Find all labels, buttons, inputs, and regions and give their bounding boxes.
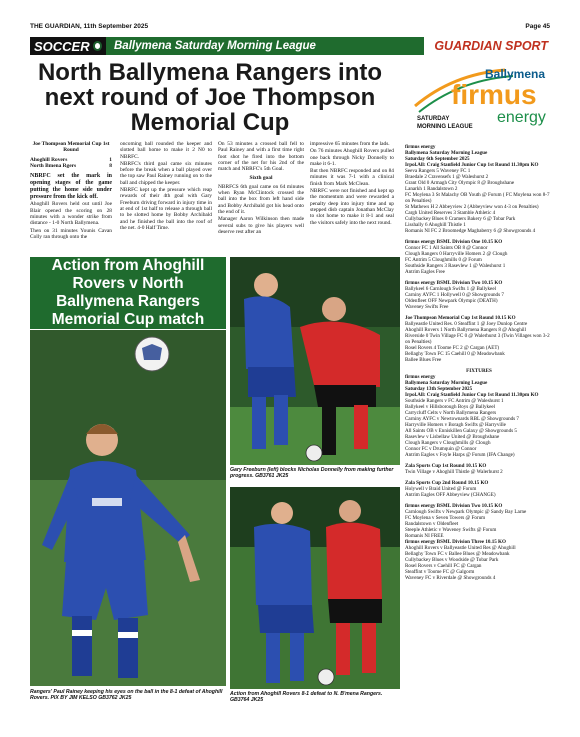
article-paragraph: Manager Aaron Wilkinson then made several subs to give his players well deserve rest after an <box>218 216 304 235</box>
results-line: Southside Rangers v FC Antrim @ Waleshurst 1 <box>405 398 504 404</box>
results-line: Steeple Athletic v Waveney Swifts @ Forum <box>405 527 497 533</box>
article-paragraph: Then on 31 minutes Younis Cavan Colly ran through onto the <box>30 227 112 240</box>
lead-paragraph: NBRFC set the mark in opening stages of the game putting the home side under pressure from the kick off. <box>30 173 112 200</box>
article-column-2 <box>120 141 212 232</box>
results-line: Harryville Homers v Boragh Swifts @ Harryville <box>405 422 506 428</box>
league-title: Ballymena Saturday Morning League <box>106 37 424 55</box>
results-line: Joe Thompson Memorial Cup 1st Round 10.15 KO <box>405 315 516 321</box>
results-line: Ahoghill Rovers v Ballyeastle United Res @ Ahoghill <box>405 545 516 551</box>
caption-top-right: Gary Freeburn (left) blocks Nicholas Donnelly from making further progress. GB3761 JK25 <box>230 467 394 480</box>
results-line: FC Moylena v Seven Towers @ Forum <box>405 515 486 521</box>
results-line: firmus energy BSML Division Two 10.15 KO <box>405 503 503 509</box>
results-line: Ballykeel v Hillsborough Boys @ Ballykeel <box>405 404 496 410</box>
results-line: Ballymena Saturday Morning League <box>405 150 488 156</box>
results-line: Grant Old 0 Armagh City Olympic 8 @ Broughshane <box>405 180 515 186</box>
results-line: Steaffint v Toome FC @ Galgorm <box>405 569 475 575</box>
feature-box: Action from Ahoghill Rovers v North Ballymena Rangers Memorial Cup match <box>30 257 226 329</box>
results-line: Cullybackey Blues 0 Cramers Bakery 6 @ Tobar Park <box>405 216 516 222</box>
action-illustration <box>230 487 400 689</box>
article-paragraph: But then NBRFC responded and on 84 minutes it was 7-1 with a clinical finish from Mark McClean. <box>310 168 394 187</box>
results-line: Irpol.All: Craig Stanfield Junior Cup 1st Round 11.30pm KO <box>405 392 539 398</box>
article-paragraph: On 76 minutes Ahoghill Rovers pulled one back through Nicky Donnelly to make it 6-1. <box>310 148 394 167</box>
results-line: Cullybackey Blues v Woodside @ Tobar Park <box>405 557 499 563</box>
guardian-sport-logo: GUARDIAN SPORT <box>424 37 550 55</box>
results-line: firmus energy BSML Division Two 10.15 KO <box>405 280 503 286</box>
results-line: Twin Village v Ahoghill Thistle @ Walerhurst 2 <box>405 469 503 475</box>
sponsor-sub: energy <box>497 109 546 126</box>
results-line: Romanis NI FC 2 Broomedge Magbaberry 6 @ Showgrounds 4 <box>405 228 536 234</box>
section-banner <box>30 37 550 55</box>
sponsor-tag2: MORNING LEAGUE <box>417 124 473 130</box>
masthead-left: THE GUARDIAN, 11th September 2025 <box>30 23 149 30</box>
sponsor-word: firmus <box>451 79 537 110</box>
results-line: Bellaghy Town FC 15 Caehill 0 @ Meadowbank <box>405 351 505 357</box>
page-number: Page 45 <box>525 23 550 30</box>
action-photo <box>230 487 400 689</box>
article-paragraph: oncoming ball rounded the keeper and slotted ball home to make it 2 N0 to NBRFC. <box>120 141 212 160</box>
article-paragraph: Ahoghill Rovers held out until Joe Blair opened the scoring on 28 minutes with a wonder strike from distance - 1-0 North Ballymena. <box>30 201 112 227</box>
results-line: firmus energy <box>405 144 436 150</box>
article-column-3 <box>218 141 304 236</box>
results-line: Ballee Blues Free <box>405 357 442 363</box>
results-line: Ballykeel 6 Carnlough Swifts 1 @ Ballykeel <box>405 286 496 292</box>
results-line: Carnlough Swifts v Newpark Olympic @ Sandy Bay Larne <box>405 509 527 515</box>
sponsor-tag1: SATURDAY <box>417 116 450 122</box>
results-line: Connor FC v Drumquin @ Connor <box>405 446 477 452</box>
results-line: Braedale 2 Cravensefs 1 @ Waleshurst 2 <box>405 174 489 180</box>
results-line: Clough Rangers 0 Harryville Homers 2 @ Clough <box>405 251 508 257</box>
results-line: FC Antrim 5 Cloughmills 0 @ Forum <box>405 257 482 263</box>
results-line: Antrim Eagles Free <box>405 269 445 275</box>
results-line: Antrim Eagles OFF Abbeyview (CHANGE) <box>405 492 496 498</box>
results-line: Carrycluff Celts v North Ballymena Rangers <box>405 410 497 416</box>
results-line: St Mathews H 2 Abbeyview 2 (Abbeyview won 4-3 on Penalties) <box>405 204 539 210</box>
results-line: firmus energy BSML Division Three 10.15 KO <box>405 539 506 545</box>
page-masthead <box>30 23 550 33</box>
firmus-sponsor-logo <box>413 66 553 132</box>
article-paragraph: NBRFC kept up the pressure which reap rewards of their 4th goal with Gary Freeburn driving forward in injury time in at end of 1st half to release a through ball to be slotted home by Bobby Archibald and he finished the ball into the roof of the net. 4-0 Half Time. <box>120 187 212 231</box>
results-line: Ballymena Saturday Morning League <box>405 380 488 386</box>
article-column-4 <box>310 141 394 227</box>
results-line: Lanarkh 1 Randalstown 2 <box>405 186 458 192</box>
article-paragraph: impressive 65 minutes from the lads. <box>310 141 390 147</box>
soccer-label <box>30 37 106 55</box>
results-line: Lisshally 6 Ahoghill Thistle 1 <box>405 222 466 228</box>
results-line: Antrim Eagles v Foyle Harps @ Forum (IFA Change) <box>405 452 515 458</box>
away-score: 8 <box>109 162 112 169</box>
match-title: Joe Thompson Memorial Cup 1st Round <box>32 141 110 154</box>
results-line: Oldenfleet OFF Newpark Olympic (DEATH) <box>405 298 498 304</box>
results-line: Randalstown v Oldenfleet <box>405 521 459 527</box>
results-line: FC Moylena 3 St Malachy OB Youth @ Forum ( FC Moylena won 8-7 on Penalties) <box>405 192 550 204</box>
player-photo-left <box>30 330 226 686</box>
results-line: Connor FC 1 All Saints OB 8 @ Connor <box>405 245 488 251</box>
results-line: Romanis NI FREE <box>405 533 444 539</box>
player-illustration <box>30 330 226 686</box>
results-line: Carniny AYFC 1 Hollywell 0 @ Showgrounds 7 <box>405 292 504 298</box>
away-team: North Bmena Rgers <box>30 162 77 169</box>
sponsor-top-text: Ballymena <box>485 67 546 81</box>
results-line: Waveney FC v Riverdale @ Showgrounds 4 <box>405 575 496 581</box>
results-line: Irpol.All: Craig Stanfield Junior Cup 1st Round 11.30pm KO <box>405 162 539 168</box>
results-line: Cargh United Reserves 3 Stamble Athletic 4 <box>405 210 496 216</box>
firmus-logo-graphic <box>413 66 553 132</box>
results-line: Carniny AYFC v Newtownards RBL @ Showgrounds 7 <box>405 416 519 422</box>
article-column-1 <box>30 141 112 241</box>
results-line: Zala Sports Cup 1st Round 10.15 KO <box>405 463 487 469</box>
results-line: Bellaghy Town FC v Ballee Blues @ Meadowbank <box>405 551 510 557</box>
article-paragraph: NBRFC's third goal came six minutes before the break when a ball played over the top saw Paul Rainey running on to the ball and chipped the keeper. <box>120 160 212 186</box>
tackle-photo <box>230 257 400 465</box>
headline: North Ballymena Rangers into next round of Joe Thompson Memorial Cup <box>37 59 383 136</box>
results-line: Rosel Rovers v Caehill FC @ Cargan <box>405 563 482 569</box>
results-line: Saturday 13th September 2025 <box>405 386 473 392</box>
fixtures-heading: FIXTURES <box>466 368 492 374</box>
home-score: 1 <box>109 156 112 163</box>
results-line: Waveney Swifts Free <box>405 304 449 310</box>
results-line: Clough Rangers v Cloughmills @ Clough <box>405 440 491 446</box>
results-column <box>405 144 553 581</box>
soccer-text: SOCCER <box>34 38 90 54</box>
results-line: Riverside 0 Twin Village FC 0 @ Walerhurst 3 (Twin Villages won 3-2 on Penalties) <box>405 333 550 345</box>
tackle-illustration <box>230 257 400 465</box>
article-subhead: Sixth goal <box>249 175 273 182</box>
results-line: firmus energy <box>405 374 436 380</box>
football-icon <box>93 41 102 51</box>
results-line: Rosel Rovers 4 Toome FC 2 @ Cargan (AET) <box>405 345 500 351</box>
results-line: Saturday 6th September 2025 <box>405 156 470 162</box>
article-paragraph: On 53 minutes a crossed ball fell to Paul Rainey and with a first time right foot shot he fired into the bottom corner of the net for his 2nd of the match and NBRFC's 5th Goal. <box>218 141 304 173</box>
results-line: Holywell v Braid United @ Forum <box>405 486 477 492</box>
results-line: Ahoghill Rovers 1 North Ballymena Rangers 8 @ Ahoghill <box>405 327 526 333</box>
results-line: All Saints OB v Enniskillen Galaxy @ Showgrounds 5 <box>405 428 517 434</box>
results-line: firmus energy BSML Division One 10.15 KO <box>405 239 503 245</box>
results-line: Seeva Rangers 5 Waveney FC 1 <box>405 168 471 174</box>
score-row-away <box>30 163 112 169</box>
results-line: Rasevlew v Lisbellaw United @ Broughshane <box>405 434 500 440</box>
results-line: Ballyeastle United Res. 0 Steaffint 1 @ Joey Dunlop Centre <box>405 321 528 327</box>
results-line: Southside Rangers 3 Rasevlew 1 @ Waleshurst 1 <box>405 263 506 269</box>
home-team: Ahoghill Rovers <box>30 156 68 163</box>
caption-bottom-left: Rangers' Paul Rainey keeping his eyes on the ball in the 8-1 defeat of Ahoghill Rovers. PIX BY JIM KELSO GB3762 JK25 <box>30 689 223 702</box>
article-paragraph: NBRFCS 6th goal came on 64 minutes when Ryan McClintock crossed the ball into the box from left hand side and Bobby Archibald got his head onto the end of it. <box>218 183 304 215</box>
results-line: Zala Sports Cup 2nd Round 10.15 KO <box>405 480 489 486</box>
caption-bottom-right: Action from Ahoghill Rovers 8-1 defeat to N. B'mena Rangers. GB3764 JK25 <box>230 691 383 704</box>
article-paragraph: NBRFC were not finished and kept up the momentum and were rewarded a penalty deep into injury time and up stepped disb captain Jonathan McClay to slot home to make it 8-1 and seal the visitors safely into the next round. <box>310 188 394 226</box>
